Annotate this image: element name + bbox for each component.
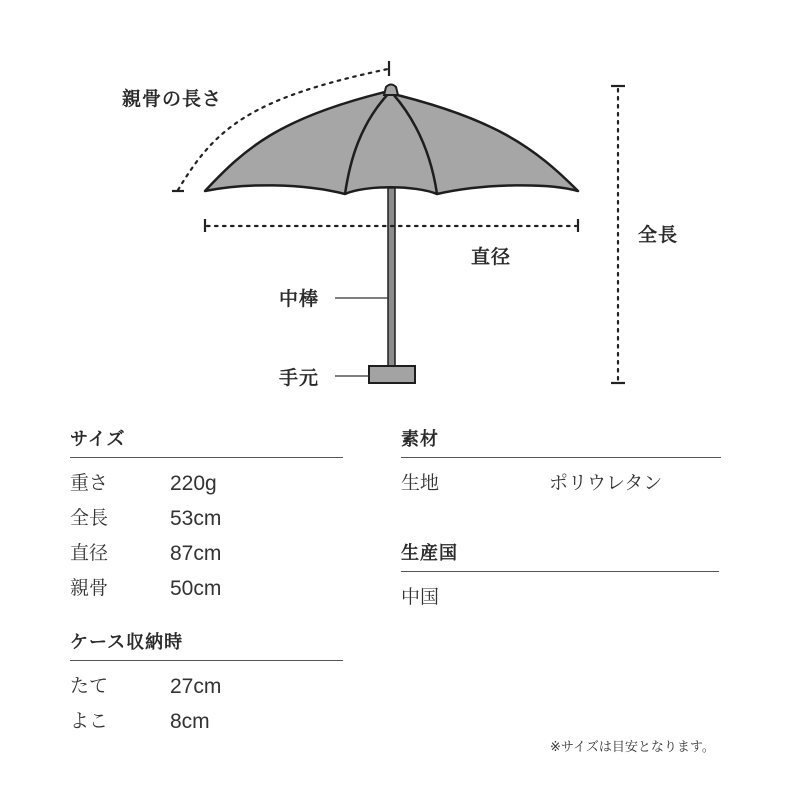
spec-value: 8cm	[170, 710, 210, 733]
material-spec-section	[401, 425, 721, 501]
spec-row-fabric	[401, 466, 721, 501]
spec-row-rib-length	[70, 571, 343, 606]
size-section-title: サイズ	[70, 429, 126, 450]
spec-label: 重さ	[70, 472, 109, 494]
spec-label: 直径	[70, 542, 109, 564]
spec-row-total-length	[70, 501, 343, 536]
spec-value: 220g	[170, 472, 217, 495]
spec-row-origin	[401, 580, 719, 615]
shaft-label: 中棒	[279, 288, 320, 310]
origin-spec-section	[401, 539, 719, 615]
case-spec-section	[70, 628, 343, 739]
size-spec-section	[70, 425, 343, 606]
diameter-label: 直径	[471, 246, 512, 268]
spec-value: ポリウレタン	[549, 472, 663, 494]
spec-value: 87cm	[170, 542, 222, 565]
origin-section-divider	[401, 571, 719, 572]
material-section-divider	[401, 457, 721, 458]
spec-row-case-height	[70, 669, 343, 704]
spec-label: 親骨	[70, 577, 109, 599]
material-section-title: 素材	[401, 429, 439, 450]
origin-value: 中国	[401, 586, 440, 608]
spec-row-weight	[70, 466, 343, 501]
umbrella-canopy	[205, 92, 578, 194]
spec-label: たて	[70, 675, 109, 697]
spec-row-case-width	[70, 704, 343, 739]
spec-label: 生地	[401, 472, 440, 494]
rib-length-label: 親骨の長さ	[122, 88, 223, 110]
size-disclaimer-note: ※サイズは目安となります。	[550, 740, 715, 755]
spec-value: 27cm	[170, 675, 222, 698]
umbrella-handle	[369, 366, 415, 383]
spec-label: 全長	[70, 507, 109, 529]
spec-label: よこ	[70, 710, 109, 732]
case-section-divider	[70, 660, 343, 661]
size-section-divider	[70, 457, 343, 458]
total-length-label: 全長	[638, 224, 679, 246]
spec-row-diameter	[70, 536, 343, 571]
spec-value: 53cm	[170, 507, 222, 530]
handle-label: 手元	[279, 367, 320, 389]
spec-value: 50cm	[170, 577, 222, 600]
case-section-title: ケース収納時	[70, 632, 184, 653]
umbrella-shaft	[388, 188, 395, 367]
canopy-tip	[384, 85, 398, 96]
origin-section-title: 生産国	[401, 543, 458, 564]
